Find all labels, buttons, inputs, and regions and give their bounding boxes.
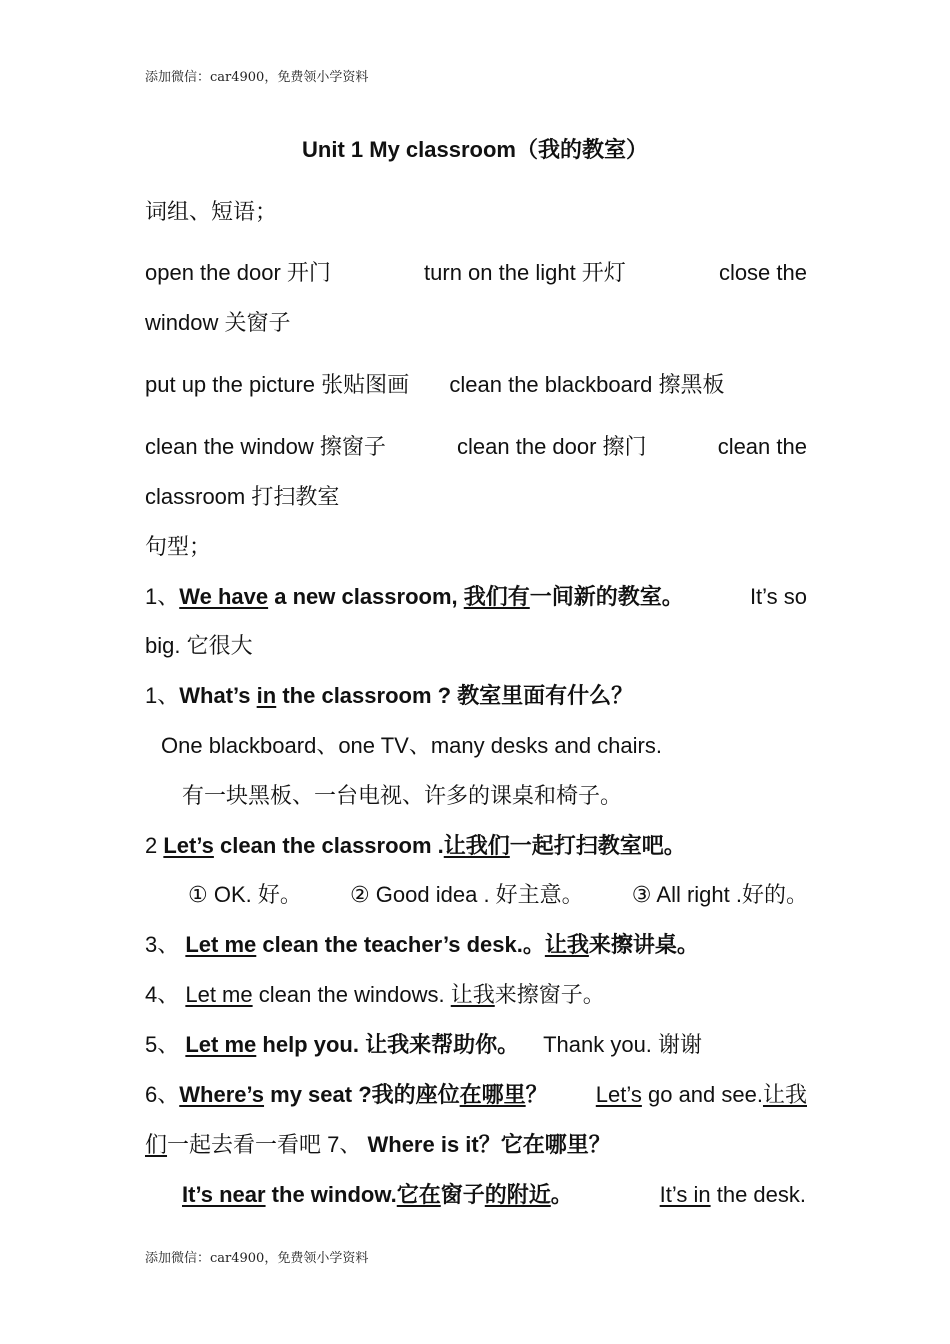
page-footer-note: 添加微信：car4900，免费领小学资料 <box>145 1251 369 1266</box>
phrase-clean-classroom-part1: clean the <box>717 434 807 459</box>
response-ok: ① OK. 好。 <box>188 882 302 907</box>
phrase-clean-door: clean the door 擦门 <box>457 434 647 459</box>
sentence-2-answer-cn: 有一块黑板、一台电视、许多的课桌和椅子。 <box>182 783 623 808</box>
phrase-row-1 <box>145 259 807 287</box>
phrase-row-2 <box>145 371 807 399</box>
sentence-6: 5、 Let me help you. 让我来帮助你。 Thank you. 谢谢 <box>145 1032 703 1057</box>
sentence-7: 6、Where’s my seat ?我的座位在哪里？ Let’s go and see.让我 <box>145 1082 807 1107</box>
sentence-7-cont: 们一起去看一看吧 7、 Where is it？它在哪里？ <box>145 1132 611 1157</box>
response-all-right: ③ All right .好的。 <box>631 882 808 907</box>
sentence-2: 1、What’s in the classroom ? 教室里面有什么？ <box>145 683 634 708</box>
sentence-1: 1、We have a new classroom, 我们有一间新的教室。 It’s so <box>145 584 807 609</box>
phrase-row-3 <box>145 433 807 461</box>
response-good-idea: ② Good idea . 好主意。 <box>349 882 584 907</box>
sentence-8: It’s near the window.它在窗子的附近。 It’s in the desk. <box>182 1182 806 1207</box>
phrase-put-up-picture: put up the picture 张贴图画 <box>145 372 410 397</box>
page-title: Unit 1 My classroom（我的教室） <box>302 137 648 162</box>
phrase-close-window-part1: close the <box>718 260 807 285</box>
sentence-1-cont: big. 它很大 <box>145 633 253 658</box>
page-header-note: 添加微信：car4900，免费领小学资料 <box>145 70 369 85</box>
sentences-heading: 句型； <box>145 534 212 559</box>
phrases-heading: 词组、短语； <box>145 199 278 224</box>
sentence-3-responses <box>188 881 808 909</box>
phrase-clean-blackboard: clean the blackboard 擦黑板 <box>449 372 725 397</box>
phrase-open-door: open the door 开门 <box>145 260 331 285</box>
sentence-5: 4、 Let me clean the windows. 让我来擦窗子。 <box>145 982 605 1007</box>
sentence-3: 2 Let’s clean the classroom .让我们一起打扫教室吧。 <box>145 833 686 858</box>
sentence-2-answer: One blackboard、one TV、many desks and chairs. <box>161 733 662 758</box>
sentence-4: 3、 Let me clean the teacher’s desk.。让我来擦讲桌。 <box>145 932 699 957</box>
phrase-turn-on-light: turn on the light 开灯 <box>424 260 626 285</box>
phrase-close-window-part2: window 关窗子 <box>145 310 291 335</box>
phrase-clean-classroom-part2: classroom 打扫教室 <box>145 484 340 509</box>
phrase-clean-window: clean the window 擦窗子 <box>145 434 386 459</box>
